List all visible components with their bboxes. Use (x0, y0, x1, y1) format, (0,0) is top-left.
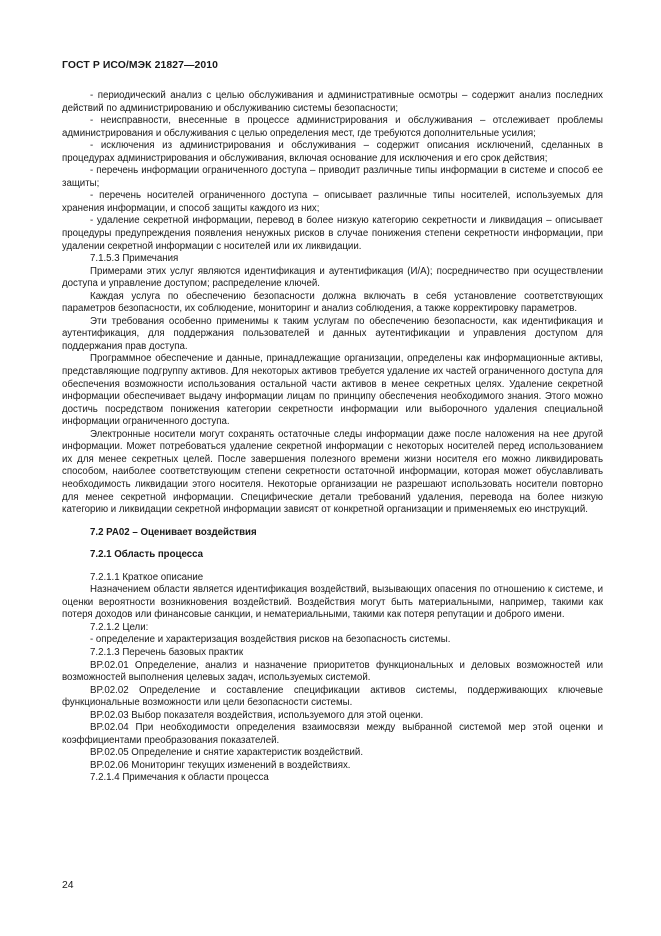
paragraph: 7.2.1.4 Примечания к области процесса (90, 772, 269, 784)
paragraph: - перечень информации ограниченного доступа – приводит различные типы информации в системе и способ ее защиты; (62, 165, 603, 189)
paragraph: Электронные носители могут сохранять остаточные следы информации даже после наложения на нее другой информации. Может потребоваться удаление секретной информации с некоторых носителей перед использованием их для менее секретных целей. После завершения полезного времени жизни носителя его можно ликвидировать способом, наиболее соответствующим степени секретности остаточной информации, которая может обуславливать необходимость ликвидации этого носителя. Некоторые организации не разрешают использовать носители повторно для менее секретной информации. Специфические детали требований удаления, перевода на более низкую категорию и ликвидации секретной информации зависят от конкретной организации и применяемых ею инструкций. (62, 428, 603, 516)
paragraph: BP.02.02 Определение и составление спецификации активов системы, поддерживающих ключевые функциональные возможности или цели безопасности системы. (62, 684, 603, 709)
paragraph: Каждая услуга по обеспечению безопасности должна включать в себя установление соответствующих параметров безопасности, их соблюдение, мониторинг и анализ соблюдения, а также корректировку параметров. (62, 290, 603, 315)
paragraph: - перечень носителей ограниченного доступа – описывает различные типы носителей, используемых для хранения информации, и способ защиты каждого из них; (62, 190, 603, 214)
paragraph: 7.2.1.2 Цели: (90, 621, 149, 633)
paragraph: Примерами этих услуг являются идентификация и аутентификация (И/А); посредничество при осуществлении доступа и управление доступом; распределение ключей. (62, 265, 603, 290)
paragraph: BP.02.03 Выбор показателя воздействия, используемого для этой оценки. (90, 709, 424, 721)
document-header: ГОСТ Р ИСО/МЭК 21827—2010 (62, 60, 218, 71)
paragraph: 7.2.1.3 Перечень базовых практик (90, 646, 244, 658)
paragraph: Программное обеспечение и данные, принадлежащие организации, определены как информационные активы, представляющие подгруппу активов. Для некоторых активов требуется удаление их частей ограниченного доступа для обеспечения возможности использования остальной части активов в менее секретных целях. Удаление секретной информации обеспечивает выдачу информации лицам по принципу обеспечения необходимого знания. Этого можно достичь посредством понижения категории секретности информации или выборочного удаления специальной информации ограниченного доступа. (62, 353, 603, 428)
paragraph: - исключения из администрирования и обслуживания – содержит описания исключений, сделанных в процедурах администрирования и обслуживания, включая основание для исключения и его срок действия; (62, 140, 603, 164)
paragraph: BP.02.01 Определение, анализ и назначение приоритетов функциональных и деловых возможностей или возможностей выполнения целевых задач, используемых системой. (62, 659, 603, 684)
paragraph: BP.02.04 При необходимости определения взаимосвязи между выбранной системой мер этой оценки и коэффициентами преобразования показателей. (62, 722, 603, 746)
paragraph: - неисправности, внесенные в процессе администрирования и обслуживания – отслеживает проблемы администрирования и обслуживания с целью определения мест, где требуются дополнительные усилия; (62, 115, 603, 139)
paragraph: BP.02.05 Определение и снятие характеристик воздействий. (90, 747, 364, 759)
document-body (62, 90, 603, 785)
paragraph: Эти требования особенно применимы к таким услугам по обеспечению безопасности, как идентификация и аутентификация, для поддержания пользователей и данных аутентификации и управления доступом для поддержания прав доступа. (62, 315, 603, 352)
paragraph: BP.02.06 Мониторинг текущих изменений в воздействиях. (90, 759, 351, 771)
subsection-heading: 7.2.1 Область процесса (90, 549, 204, 561)
paragraph: Назначением области является идентификация воздействий, вызывающих опасения по отношению к системе, и оценки вероятности возникновения воздействий. Воздействия могут быть материальными, например, такими как потеря доходов или финансовые санкции, и нематериальными, такими как потеря репутации и доброго имени. (62, 584, 603, 621)
paragraph: - периодический анализ с целью обслуживания и административные осмотры – содержит анализ последних действий по администрированию и обслуживанию системы безопасности; (62, 90, 603, 114)
paragraph: 7.1.5.3 Примечания (90, 253, 179, 265)
paragraph: 7.2.1.1 Краткое описание (90, 571, 204, 583)
paragraph: - удаление секретной информации, перевод в более низкую категорию секретности и ликвидация – описывает процедуры предупреждения появления ненужных рисков в случае понижения степени секретности информации, при удалении секретной информации с носителей или их ликвидации. (62, 215, 603, 252)
page-number: 24 (62, 880, 74, 891)
section-heading: 7.2 PA02 – Оценивает воздействия (90, 526, 257, 538)
paragraph: - определение и характеризация воздействия рисков на безопасность системы. (90, 634, 451, 646)
